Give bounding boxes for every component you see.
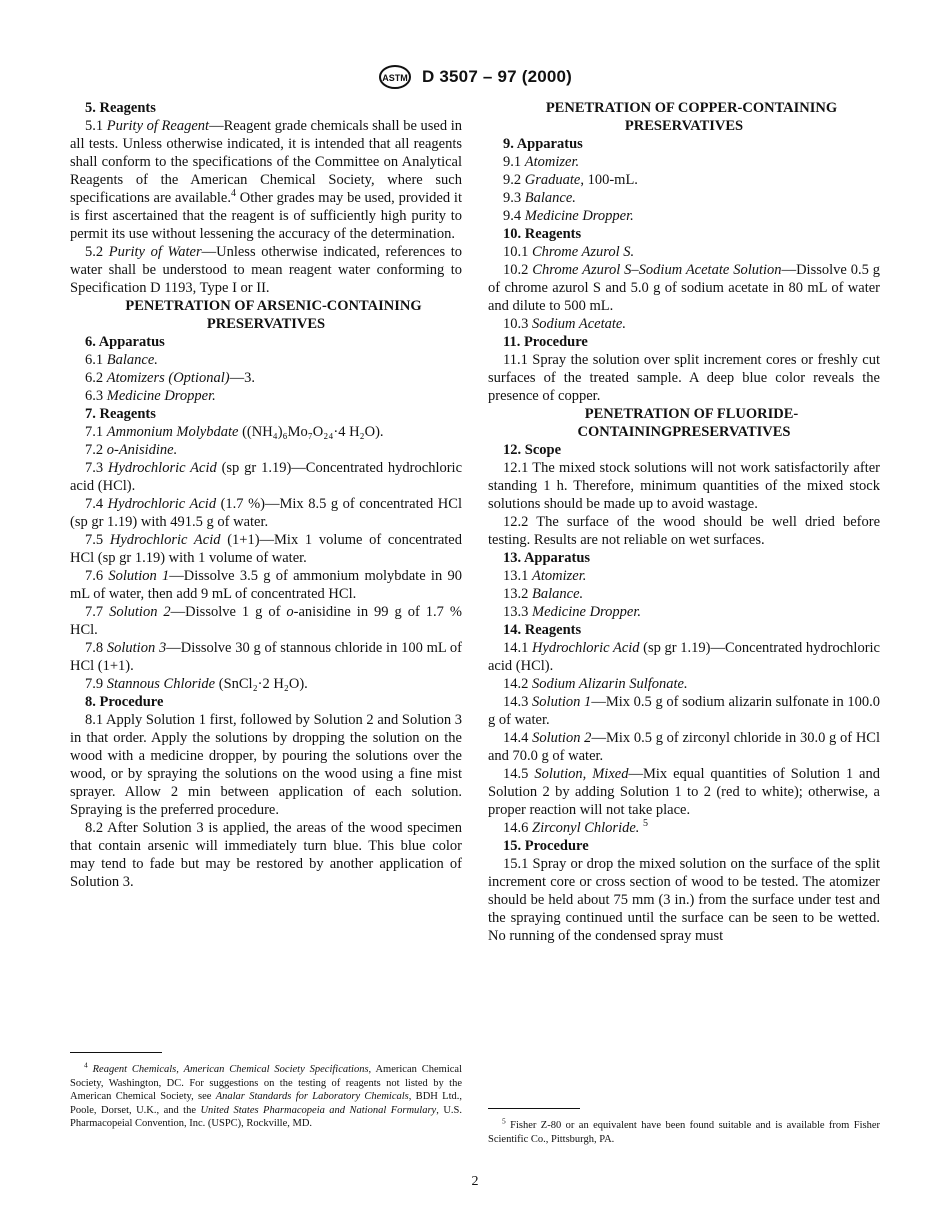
item-6-1: 6.1 Balance.	[85, 352, 158, 368]
paragraph-15-1: 15.1 Spray or drop the mixed solution on the surface of the split increment core or cross section of wood to be tested. The atomizer should be held about 75 mm (3 in.) from the surface under test and the spraying continued until the surface can be seen to be wetted. No running of the condensed spray must	[488, 856, 880, 944]
section-heading: 13. Apparatus	[503, 550, 591, 566]
item-14-4: 14.4 Solution 2—Mix 0.5 g of zirconyl chloride in 30.0 g of HCl and 70.0 g of water.	[488, 730, 881, 764]
paragraph-12-1: 12.1 The mixed stock solutions will not work satisfactorily after standing 1 h. Therefore, minimum quantities of the mixed stock solutions should be made up to avoid wastage.	[488, 460, 880, 512]
page-number: 2	[471, 1174, 479, 1189]
item-7-5: 7.5 Hydrochloric Acid (1+1)—Mix 1 volume of concentrated HCl (sp gr 1.19) with 1 volume of water.	[70, 532, 462, 566]
paragraph-8-2: 8.2 After Solution 3 is applied, the areas of the wood specimen that contain arsenic will immediately turn blue. This blue color may tend to fade but may be restored by another application of Solution 3.	[70, 820, 462, 890]
section-heading: 8. Procedure	[85, 694, 164, 710]
paragraph-5-2: 5.2 Purity of Water—Unless otherwise indicated, references to water shall be understood to mean reagent water conforming to Specification D 1193, Type I or II.	[70, 244, 463, 296]
item-10-2: 10.2 Chrome Azurol S–Sodium Acetate Solution—Dissolve 0.5 g of chrome azurol S and 5.0 g of sodium acetate in 80 mL of water and dilute to 500 mL.	[488, 262, 881, 314]
item-14-3: 14.3 Solution 1—Mix 0.5 g of sodium alizarin sulfonate in 100.0 g of water.	[488, 694, 881, 728]
section-heading: 15. Procedure	[503, 838, 589, 854]
page-header	[0, 64, 950, 90]
item-14-1: 14.1 Hydrochloric Acid (sp gr 1.19)—Concentrated hydrochloric acid (HCl).	[488, 640, 880, 674]
paragraph-12-2: 12.2 The surface of the wood should be well dried before testing. Results are not reliable on wet surfaces.	[488, 514, 880, 548]
item-9-4: 9.4 Medicine Dropper.	[503, 208, 634, 224]
left-column	[70, 99, 462, 891]
paragraph-11-1: 11.1 Spray the solution over split increment cores or freshly cut surfaces of the treated sample. A deep blue color reveals the presence of copper.	[488, 352, 880, 404]
paragraph-5-1: 5.1 Purity of Reagent—Reagent grade chemicals shall be used in all tests. Unless otherwise indicated, it is intended that all reagents shall conform to the specifications of the Committee on Analytical Reagents of the American Chemical Society, where such specifications are available.$^4$ Other grades may be used, provided it is first ascertained that the reagent is of sufficiently high purity to permit its use without lessening the accuracy of the determination.	[70, 118, 463, 242]
section-heading: 10. Reagents	[503, 226, 582, 242]
item-6-2: 6.2 Atomizers (Optional)—3.	[85, 370, 255, 386]
item-7-6: 7.6 Solution 1—Dissolve 3.5 g of ammonium molybdate in 90 mL of water, then add 9 mL of concentrated HCl.	[70, 568, 462, 602]
item-14-2: 14.2 Sodium Alizarin Sulfonate.	[503, 676, 688, 692]
item-9-3: 9.3 Balance.	[503, 190, 576, 206]
item-10-1: 10.1 Chrome Azurol S.	[503, 244, 635, 260]
banner-fluoride: PENETRATION OF FLUORIDE-CONTAININGPRESERVATIVES	[577, 406, 799, 440]
item-13-3: 13.3 Medicine Dropper.	[503, 604, 641, 620]
section-heading: 5. Reagents	[85, 100, 156, 116]
section-heading: 6. Apparatus	[85, 334, 165, 350]
paragraph-8-1: 8.1 Apply Solution 1 first, followed by Solution 2 and Solution 3 in that order. Apply the solutions by dropping the solution on the wood with a medicine dropper, by pouring the solutions over the wood, or by spraying the solutions on the wood using a fine mist sprayer. Allow 2 min between application of each solution. Spraying is the preferred procedure.	[70, 712, 462, 818]
footnote-rule	[488, 1108, 580, 1109]
astm-logo	[378, 64, 412, 90]
section-heading: 11. Procedure	[503, 334, 588, 350]
item-6-3: 6.3 Medicine Dropper.	[85, 388, 216, 404]
item-7-1: 7.1 Ammonium Molybdate ((NH₄)₆Mo₇O₂₄·4 H₂O).	[85, 424, 384, 440]
item-7-9: 7.9 Stannous Chloride (SnCl₂·2 H₂O).	[85, 676, 308, 692]
item-9-2: 9.2 Graduate, 100-mL.	[503, 172, 638, 188]
banner-copper: PENETRATION OF COPPER-CONTAINING PRESERVATIVES	[545, 100, 838, 134]
section-heading: 12. Scope	[503, 442, 561, 458]
item-10-3: 10.3 Sodium Acetate.	[503, 316, 626, 332]
item-7-8: 7.8 Solution 3—Dissolve 30 g of stannous chloride in 100 mL of HCl (1+1).	[70, 640, 462, 674]
svg-text:ASTM: ASTM	[382, 73, 408, 83]
item-13-1: 13.1 Atomizer.	[503, 568, 587, 584]
footnote-rule	[70, 1052, 162, 1053]
item-7-7: 7.7 Solution 2—Dissolve 1 g of o-anisidine in 99 g of 1.7 % HCl.	[70, 604, 462, 638]
item-9-1: 9.1 Atomizer.	[503, 154, 580, 170]
standard-designation: D 3507 – 97 (2000)	[421, 67, 573, 86]
footnote-5: $^5$ Fisher Z-80 or an equivalent have been found suitable and is available from Fisher Scientific Co., Pittsburgh, PA.	[488, 1116, 880, 1145]
item-13-2: 13.2 Balance.	[503, 586, 584, 602]
item-7-2: 7.2 o-Anisidine.	[85, 442, 178, 458]
item-14-6: 14.6 Zirconyl Chloride. $^5$	[503, 818, 649, 836]
item-14-5: 14.5 Solution, Mixed—Mix equal quantities of Solution 1 and Solution 2 by adding Solution 1 to 2 (red to white); otherwise, a proper reaction will not take place.	[488, 766, 880, 818]
banner-arsenic: PENETRATION OF ARSENIC-CONTAINING PRESERVATIVES	[125, 298, 422, 332]
section-heading: 9. Apparatus	[503, 136, 583, 152]
section-heading: 7. Reagents	[85, 406, 156, 422]
right-column	[488, 99, 880, 945]
item-7-3: 7.3 Hydrochloric Acid (sp gr 1.19)—Concentrated hydrochloric acid (HCl).	[70, 460, 463, 494]
item-7-4: 7.4 Hydrochloric Acid (1.7 %)—Mix 8.5 g of concentrated HCl (sp gr 1.19) with 491.5 g of water.	[70, 496, 462, 530]
footnote-4: $^4$ Reagent Chemicals, American Chemical Society Specifications, American Chemical Society, Washington, DC. For suggestions on the testing of reagents not listed by the American Chemical Society, see Analar Standards for Laboratory Chemicals, BDH Ltd., Poole, Dorset, U.K., and the United States Pharmacopeia and National Formulary, U.S. Pharmacopeial Convention, Inc. (USPC), Rockville, MD.	[70, 1060, 462, 1129]
section-heading: 14. Reagents	[503, 622, 582, 638]
